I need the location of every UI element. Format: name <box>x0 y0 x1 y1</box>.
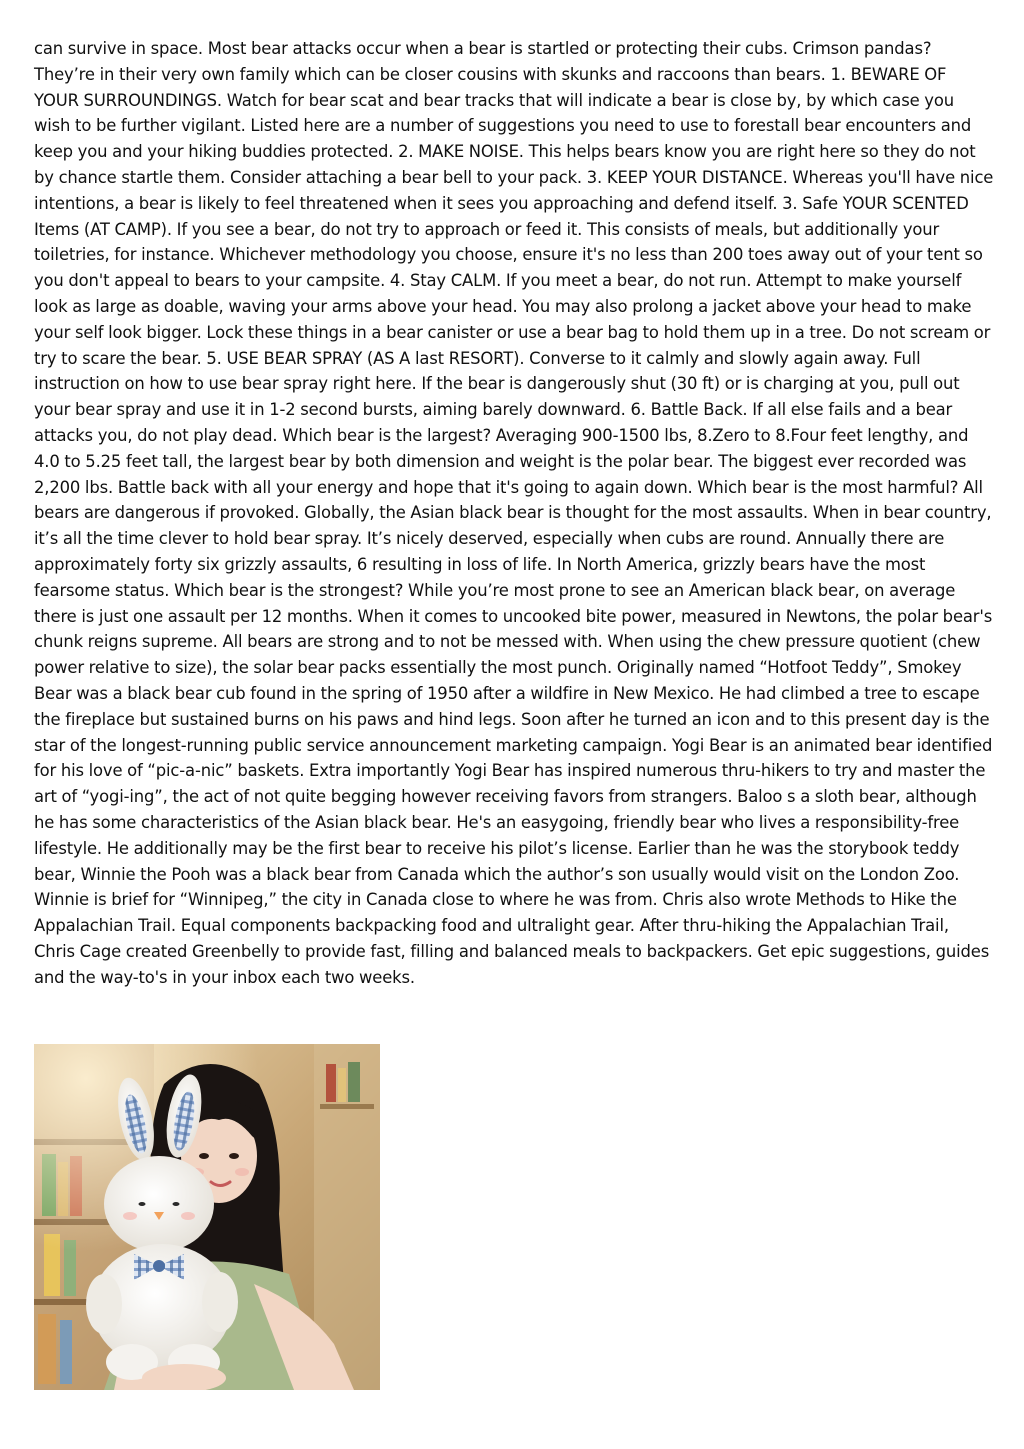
article-paragraph: can survive in space. Most bear attacks occur when a bear is startled or protecting their cubs. Crimson pandas? They’re in their very own family which can be closer cousins with skunks and raccoons than bears. 1. BEWARE OF YOUR SURROUNDINGS. Watch for bear scat and bear tracks that will indicate a bear is close by, by which case you wish to be further vigilant. Listed here are a number of suggestions you need to use to forestall bear encounters and keep you and your hiking buddies protected. 2. MAKE NOISE. This helps bears know you are right here so they do not by chance startle them. Consider attaching a bear bell to your pack. 3. KEEP YOUR DISTANCE. Whereas you'll have nice intentions, a bear is likely to feel threatened when it sees you approaching and defend itself. 3. Safe YOUR SCENTED Items (AT CAMP). If you see a bear, do not try to approach or feed it. This consists of meals, but additionally your toiletries, for instance. Whichever methodology you choose, ensure it's no less than 200 toes away out of your tent so you don't appeal to bears to your campsite. 4. Stay CALM. If you meet a bear, do not run. Attempt to make yourself look as large as doable, waving your arms above your head. You may also prolong a jacket above your head to make your self look bigger. Lock these things in a bear canister or use a bear bag to hold them up in a tree. Do not scream or try to scare the bear. 5. USE BEAR SPRAY (AS A last RESORT). Converse to it calmly and slowly again away. Full instruction on how to use bear spray right here. If the bear is dangerously shut (30 ft) or is charging at you, pull out your bear spray and use it in 1-2 second bursts, aiming barely downward. 6. Battle Back. If all else fails and a bear attacks you, do not play dead. Which bear is the largest? Averaging 900-1500 lbs, 8.Zero to 8.Four feet lengthy, and 4.0 to 5.25 feet tall, the largest bear by both dimension and weight is the polar bear. The biggest ever recorded was 2,200 lbs. Battle back with all your energy and hope that it's going to again down. Which bear is the most harmful? All bears are dangerous if provoked. Globally, the Asian black bear is thought for the most assaults. When in bear country, it’s all the time clever to hold bear spray. It’s nicely deserved, especially when cubs are round. Annually there are approximately forty six grizzly assaults, 6 resulting in loss of life. In North America, grizzly bears have the most fearsome status. Which bear is the strongest? While you’re most prone to see an American black bear, on average there is just one assault per 12 months. When it comes to uncooked bite power, measured in Newtons, the polar bear's chunk reigns supreme. All bears are strong and to not be messed with. When using the chew pressure quotient (chew power relative to size), the solar bear packs essentially the most punch. Originally named “Hotfoot Teddy”, Smokey Bear was a black bear cub found in the spring of 1950 after a wildfire in New Mexico. He had climbed a tree to escape the fireplace but sustained burns on his paws and hind legs. Soon after he turned an icon and to this present day is the star of the longest-running public service announcement marketing campaign. Yogi Bear is an animated bear identified for his love of “pic-a-nic” baskets. Extra importantly Yogi Bear has inspired numerous thru-hikers to try and master the art of “yogi-ing”, the act of not quite begging however receiving favors from strangers. Baloo s a sloth bear, although he has some characteristics of the Asian black bear. He's an easygoing, friendly bear who lives a responsibility-free lifestyle. He additionally may be the first bear to receive his pilot’s license. Earlier than he was the storybook teddy bear, Winnie the Pooh was a black bear from Canada which the author’s son usually would visit on the London Zoo. Winnie is brief for “Winnipeg,” the city in Canada close to where he was from. Chris also wrote Methods to Hike the Appalachian Trail. Equal components backpacking food and ultralight gear. After thru-hiking the Appalachian Trail, Chris Cage created Greenbelly to provide fast, filling and balanced meals to backpackers. Get epic suggestions, guides and the way-to's in your inbox each two weeks. <box>34 39 994 987</box>
product-photo <box>34 1044 380 1390</box>
article-body <box>34 36 994 990</box>
photo-illustration <box>34 1044 380 1390</box>
